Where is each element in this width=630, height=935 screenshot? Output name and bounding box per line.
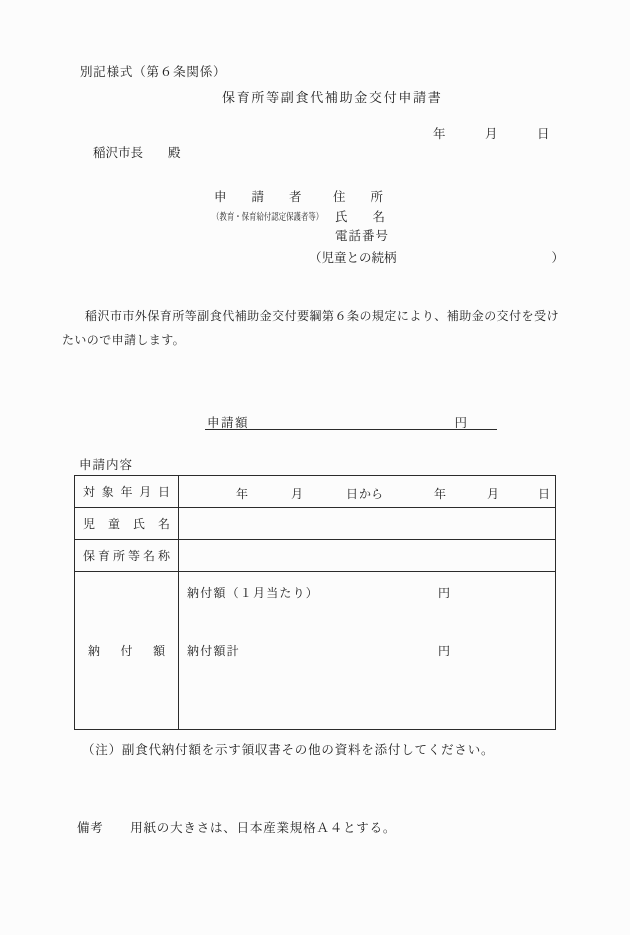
relationship-field xyxy=(309,248,564,266)
applicant-label: 申 請 者 xyxy=(214,189,302,204)
date-year-label: 年 xyxy=(433,126,446,141)
row-header-facility-name-label: 保育所等名称 xyxy=(83,549,170,563)
amount-label: 申請額 xyxy=(207,415,250,430)
applicant-phone-label: 電話番号 xyxy=(335,228,390,243)
attachment-note: （注）副食代納付額を示す領収書その他の資料を添付してください。 xyxy=(82,742,495,757)
relationship-close-paren: ） xyxy=(551,250,564,265)
period-month1-label: 月 xyxy=(291,487,304,501)
date-day-label: 日 xyxy=(537,126,550,141)
table-row-child-name xyxy=(75,508,555,540)
table-caption: 申請内容 xyxy=(79,457,134,472)
row-header-period xyxy=(75,476,179,507)
period-from-label: から xyxy=(359,487,384,501)
payment-monthly-label: 納付額（１月当たり） xyxy=(187,586,320,600)
row-header-payment-label: 納付額 xyxy=(88,644,165,658)
application-details-table xyxy=(74,475,556,730)
applicant-address-label: 住 所 xyxy=(333,189,384,204)
date-month-label: 月 xyxy=(485,126,498,141)
period-day2-label: 日 xyxy=(538,487,551,501)
period-cell xyxy=(179,476,555,507)
period-day1-label: 日 xyxy=(346,487,359,501)
applicant-name-label: 氏 名 xyxy=(335,209,386,224)
table-row-period xyxy=(75,476,555,508)
table-row-payment xyxy=(75,572,555,729)
payment-total-unit-yen: 円 xyxy=(438,644,451,658)
row-header-child-name-label: 児童氏名 xyxy=(83,517,170,531)
row-header-child-name xyxy=(75,508,179,539)
paper-size-remarks: 備考 用紙の大きさは、日本産業規格Ａ４とする。 xyxy=(77,820,397,835)
row-header-facility-name xyxy=(75,540,179,571)
child-name-cell xyxy=(179,508,555,539)
period-year2-label: 年 xyxy=(434,487,447,501)
period-year1-label: 年 xyxy=(236,487,249,501)
table-row-facility-name xyxy=(75,540,555,572)
payment-total-label: 納付額計 xyxy=(187,644,240,658)
period-month2-label: 月 xyxy=(487,487,500,501)
form-style-note: 別記様式（第６条関係） xyxy=(80,64,227,79)
document-title: 保育所等副食代補助金交付申請書 xyxy=(222,91,443,106)
amount-fill-line xyxy=(205,411,497,430)
payment-monthly-unit-yen: 円 xyxy=(438,586,451,600)
relationship-open-label: （児童との続柄 xyxy=(309,250,397,265)
addressee-line: 稲沢市長 殿 xyxy=(93,145,181,160)
payment-cell xyxy=(179,572,555,729)
row-header-period-label: 対象年月日 xyxy=(83,485,170,499)
applicant-qualifier-label: （教育・保育給付認定保護者等） xyxy=(212,212,324,223)
application-body-text: 稲沢市市外保育所等副食代補助金交付要綱第６条の規定により、補助金の交付を受けたいので申請します。 xyxy=(62,309,559,347)
row-header-payment xyxy=(75,572,179,729)
facility-name-cell xyxy=(179,540,555,571)
amount-unit-yen: 円 xyxy=(454,415,467,430)
